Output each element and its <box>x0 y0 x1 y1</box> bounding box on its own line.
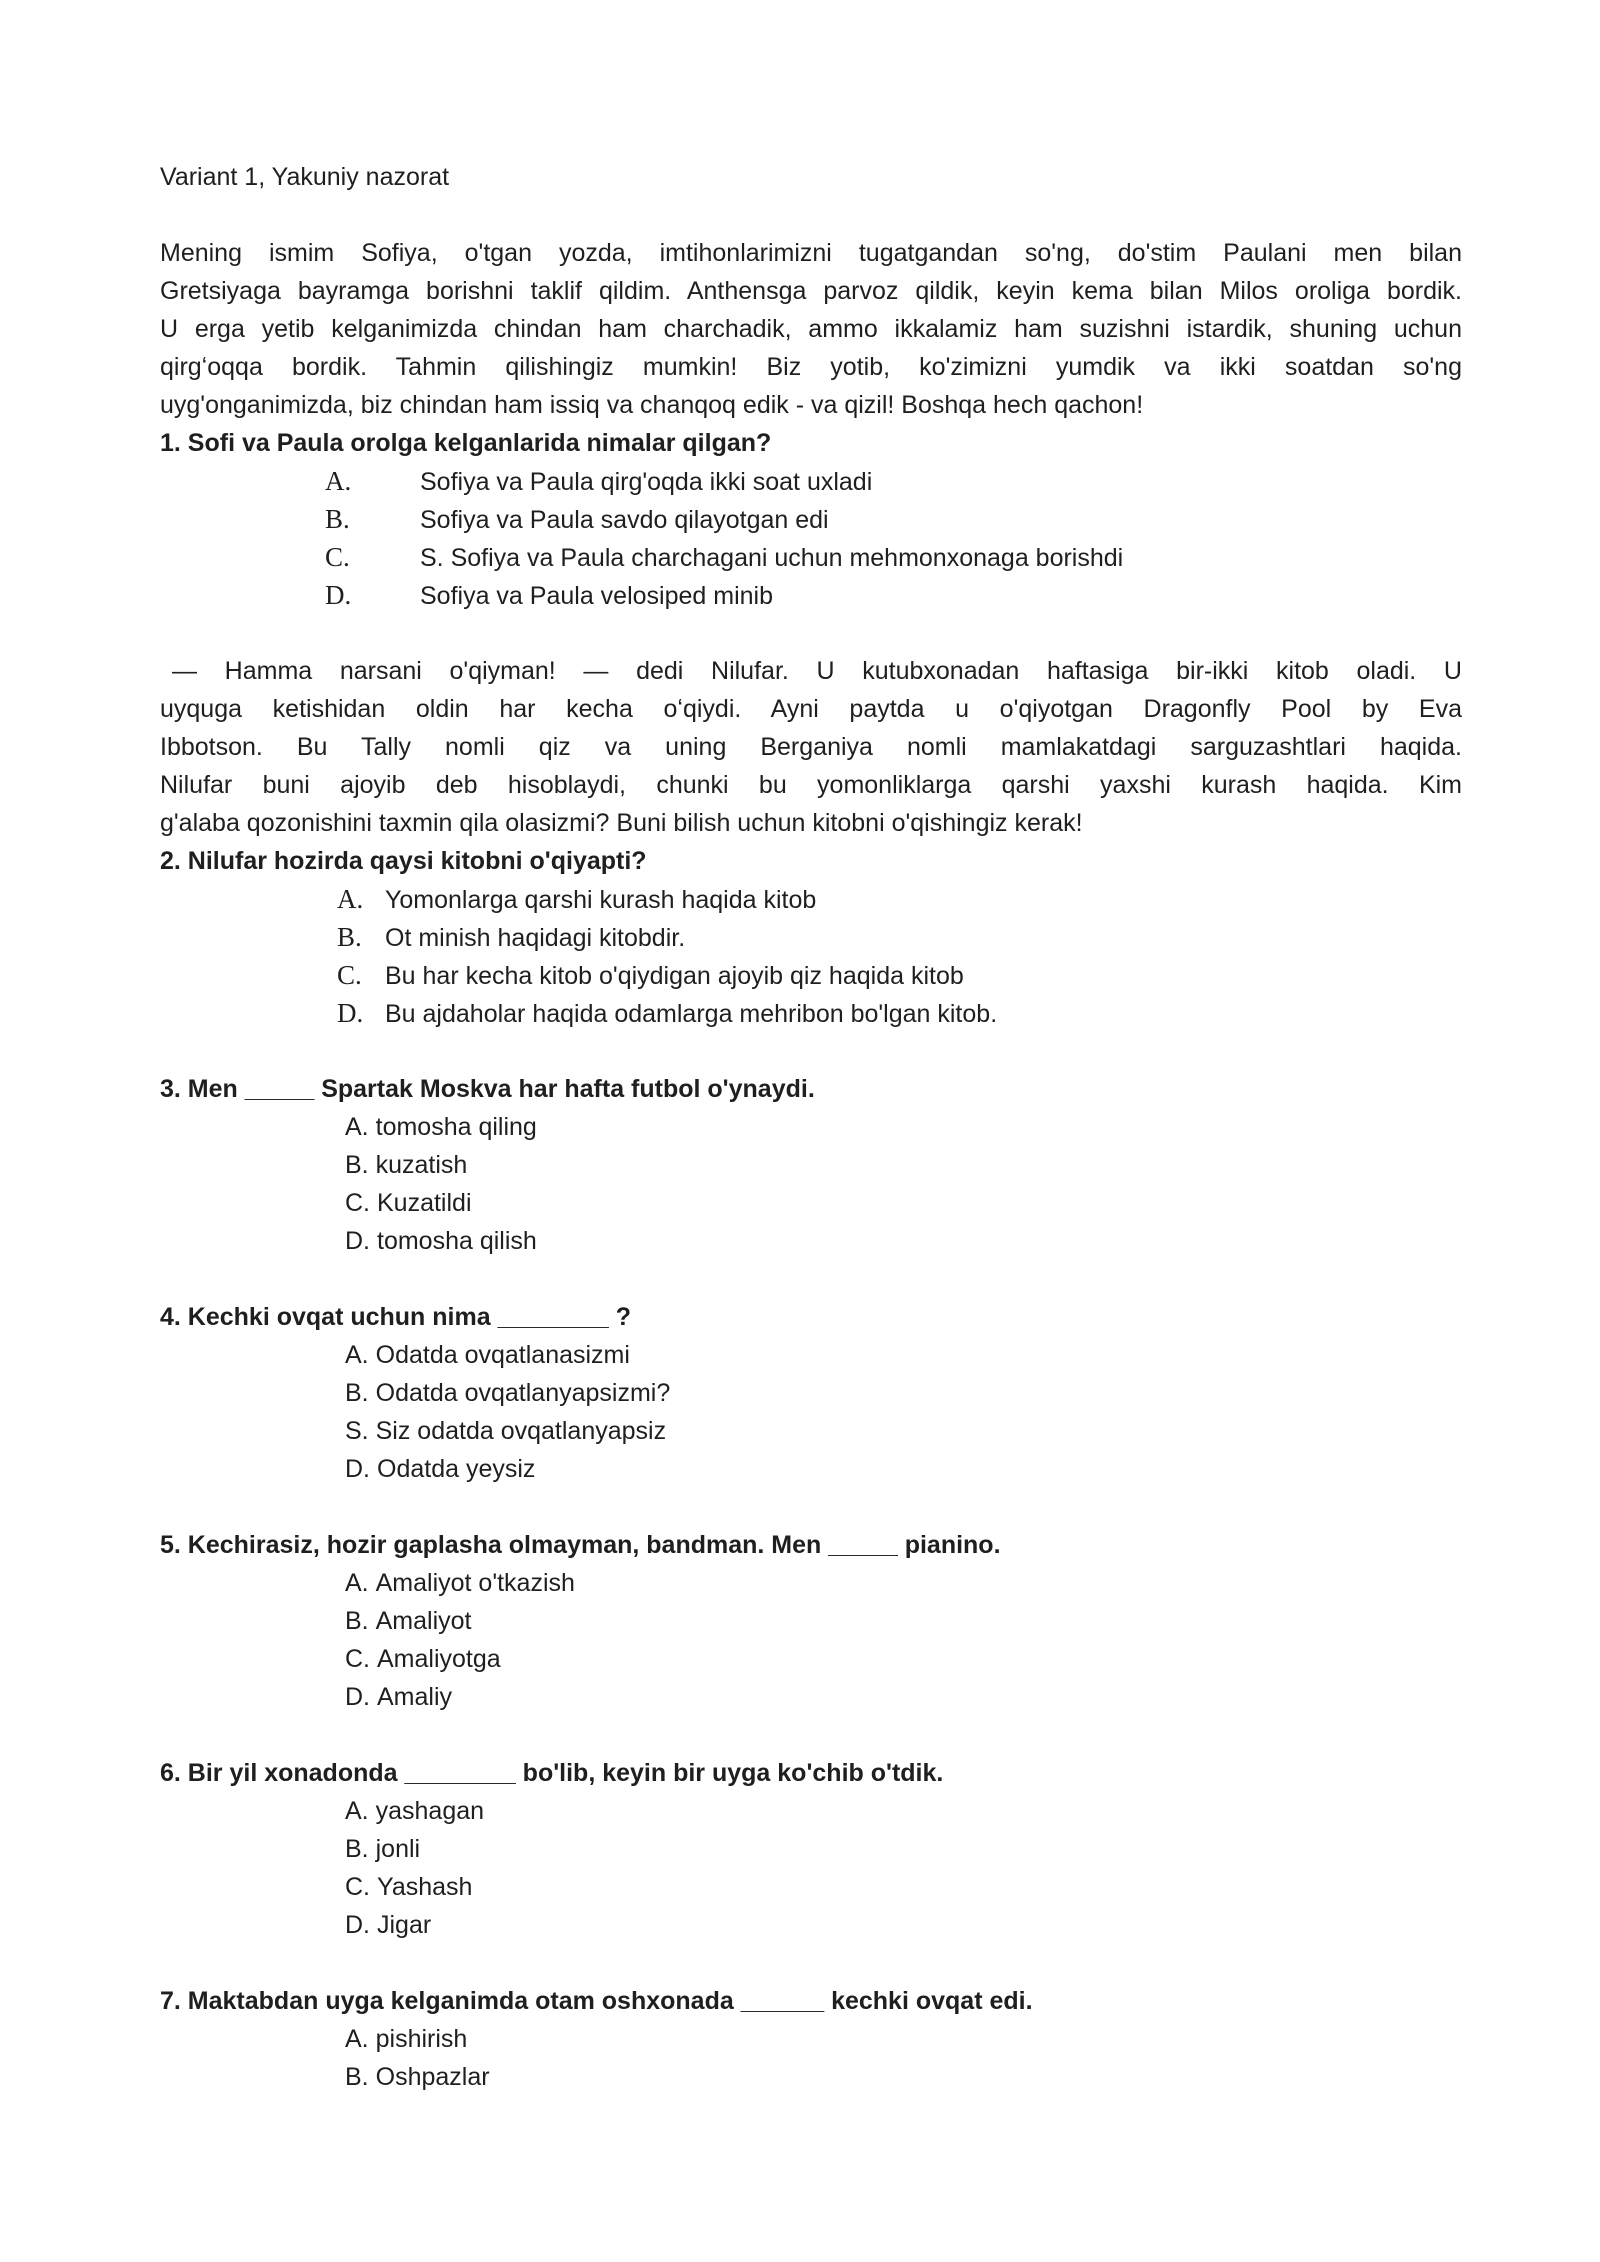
option-row <box>160 2058 1462 2096</box>
option-row <box>160 918 1462 956</box>
option-text: Sofiya va Paula velosiped minib <box>420 582 773 610</box>
option-text: Odatda ovqatlanasizmi <box>375 1341 630 1369</box>
option-text: Odatda yeysiz <box>377 1455 536 1483</box>
option-letter: B. <box>345 1607 369 1635</box>
option-letter: B. <box>345 2063 369 2091</box>
question-heading: 3. Men _____ Spartak Moskva har hafta futbol o'ynaydi. <box>160 1075 815 1103</box>
option-letter: C. <box>325 542 350 572</box>
option-row <box>160 1640 1462 1678</box>
option-text: Amaliyot o'tkazish <box>375 1569 575 1597</box>
option-row <box>160 1602 1462 1640</box>
option-row <box>160 2020 1462 2058</box>
option-text: S. Sofiya va Paula charchagani uchun mehmonxonaga borishdi <box>420 544 1124 572</box>
option-letter: C. <box>337 960 362 990</box>
passage-line: Ibbotson. Bu Tally nomli qiz va uning Berganiya nomli mamlakatdagi sarguzashtlari haqida. <box>160 733 1462 761</box>
passage-line: qirgʻoqqa bordik. Tahmin qilishingiz mumkin! Biz yotib, ko'zimizni yumdik va ikki soatdan so'ng <box>160 353 1462 381</box>
blank-line <box>160 1488 1462 1526</box>
option-text: Sofiya va Paula savdo qilayotgan edi <box>420 506 829 534</box>
option-row <box>160 994 1462 1032</box>
question-heading: 7. Maktabdan uyga kelganimda otam oshxonada ______ kechki ovqat edi. <box>160 1987 1033 2015</box>
option-text: Jigar <box>377 1911 432 1939</box>
option-text: Siz odatda ovqatlanyapsiz <box>375 1417 667 1445</box>
passage-line: uyg'onganimizda, biz chindan ham issiq va chanqoq edik - va qizil! Boshqa hech qachon! <box>160 391 1144 419</box>
option-row <box>160 1184 1462 1222</box>
option-text: Yomonlarga qarshi kurash haqida kitob <box>385 886 817 914</box>
option-letter: A. <box>345 1341 369 1369</box>
option-letter: C. <box>345 1645 370 1673</box>
question-6 <box>160 1754 1462 1944</box>
blank-line <box>160 1944 1462 1982</box>
option-letter: A. <box>337 884 364 914</box>
option-row <box>160 1564 1462 1602</box>
question-heading: 1. Sofi va Paula orolga kelganlarida nimalar qilgan? <box>160 429 772 457</box>
option-text: Bu ajdaholar haqida odamlarga mehribon bo'lgan kitob. <box>385 1000 998 1028</box>
option-letter: D. <box>325 580 352 610</box>
option-row <box>160 1450 1462 1488</box>
option-text: tomosha qiling <box>375 1113 537 1141</box>
option-text: pishirish <box>375 2025 468 2053</box>
option-text: Yashash <box>377 1873 473 1901</box>
passage-line: U erga yetib kelganimizda chindan ham charchadik, ammo ikkalamiz ham suzishni istardik, shuning uchun <box>160 315 1462 343</box>
question-heading: 2. Nilufar hozirda qaysi kitobni o'qiyapti? <box>160 847 647 875</box>
option-row <box>160 1906 1462 1944</box>
passage-line: Nilufar buni ajoyib deb hisoblaydi, chunki bu yomonliklarga qarshi yaxshi kurash haqida. Kim <box>160 771 1462 799</box>
option-row <box>160 1374 1462 1412</box>
option-letter: A. <box>345 2025 369 2053</box>
option-letter: D. <box>345 1911 370 1939</box>
option-row <box>160 880 1462 918</box>
question-7 <box>160 1982 1462 2096</box>
passage-line: Gretsiyaga bayramga borishni taklif qildim. Anthensga parvoz qildik, keyin kema bilan Milos oroliga bordik. <box>160 277 1462 305</box>
passage-line: g'alaba qozonishini taxmin qila olasizmi? Buni bilish uchun kitobni o'qishingiz kerak! <box>160 809 1083 837</box>
option-letter: S. <box>345 1417 369 1445</box>
option-text: Odatda ovqatlanyapsizmi? <box>375 1379 671 1407</box>
option-text: tomosha qilish <box>377 1227 537 1255</box>
option-letter: D. <box>337 998 364 1028</box>
option-letter: A. <box>345 1797 369 1825</box>
option-text: Bu har kecha kitob o'qiydigan ajoyib qiz haqida kitob <box>385 962 964 990</box>
option-letter: B. <box>345 1835 369 1863</box>
option-row <box>160 1108 1462 1146</box>
option-row <box>160 1146 1462 1184</box>
option-letter: D. <box>345 1227 370 1255</box>
option-row <box>160 1336 1462 1374</box>
option-letter: C. <box>345 1873 370 1901</box>
option-row <box>160 1678 1462 1716</box>
question-2 <box>160 842 1462 1032</box>
option-letter: B. <box>345 1151 369 1179</box>
question-heading: 6. Bir yil xonadonda ________ bo'lib, keyin bir uyga ko'chib o'tdik. <box>160 1759 944 1787</box>
blank-line <box>160 614 1462 652</box>
option-text: Amaliyotga <box>377 1645 501 1673</box>
option-letter: B. <box>325 504 350 534</box>
option-text: jonli <box>375 1835 421 1863</box>
passage-line: Mening ismim Sofiya, o'tgan yozda, imtihonlarimizni tugatgandan so'ng, do'stim Paulani men bilan <box>160 239 1462 267</box>
option-letter: D. <box>345 1683 370 1711</box>
option-letter: A. <box>345 1569 369 1597</box>
option-text: Sofiya va Paula qirg'oqda ikki soat uxladi <box>420 468 873 496</box>
passage-line: — Hamma narsani o'qiyman! — dedi Nilufar. U kutubxonadan haftasiga bir-ikki kitob oladi. U <box>172 657 1462 685</box>
option-text: yashagan <box>375 1797 485 1825</box>
option-row <box>160 1830 1462 1868</box>
page-title: Variant 1, Yakuniy nazorat <box>160 163 450 191</box>
option-row <box>160 462 1462 500</box>
option-text: Oshpazlar <box>375 2063 490 2091</box>
blank-line <box>160 1260 1462 1298</box>
question-5 <box>160 1526 1462 1716</box>
option-letter: C. <box>345 1189 370 1217</box>
option-row <box>160 1412 1462 1450</box>
option-text: Amaliy <box>377 1683 453 1711</box>
option-row <box>160 1792 1462 1830</box>
option-letter: B. <box>345 1379 369 1407</box>
option-row <box>160 576 1462 614</box>
question-4 <box>160 1298 1462 1488</box>
option-text: Kuzatildi <box>377 1189 472 1217</box>
option-letter: D. <box>345 1455 370 1483</box>
option-row <box>160 1222 1462 1260</box>
option-letter: A. <box>325 466 352 496</box>
option-row <box>160 956 1462 994</box>
passage-1 <box>160 234 1462 424</box>
blank-line <box>160 196 1462 234</box>
option-text: kuzatish <box>375 1151 468 1179</box>
question-heading: 5. Kechirasiz, hozir gaplasha olmayman, bandman. Men _____ pianino. <box>160 1531 1001 1559</box>
passage-2 <box>160 652 1462 842</box>
option-row <box>160 1868 1462 1906</box>
option-letter: B. <box>337 922 362 952</box>
option-row <box>160 538 1462 576</box>
question-heading: 4. Kechki ovqat uchun nima ________ ? <box>160 1303 632 1331</box>
option-row <box>160 500 1462 538</box>
blank-line <box>160 1032 1462 1070</box>
option-letter: A. <box>345 1113 369 1141</box>
question-1 <box>160 424 1462 614</box>
question-3 <box>160 1070 1462 1260</box>
option-text: Amaliyot <box>375 1607 472 1635</box>
passage-line: uyquga ketishidan oldin har kecha oʻqiydi. Ayni paytda u o'qiyotgan Dragonfly Pool by Eva <box>160 695 1462 723</box>
blank-line <box>160 1716 1462 1754</box>
option-text: Ot minish haqidagi kitobdir. <box>385 924 686 952</box>
